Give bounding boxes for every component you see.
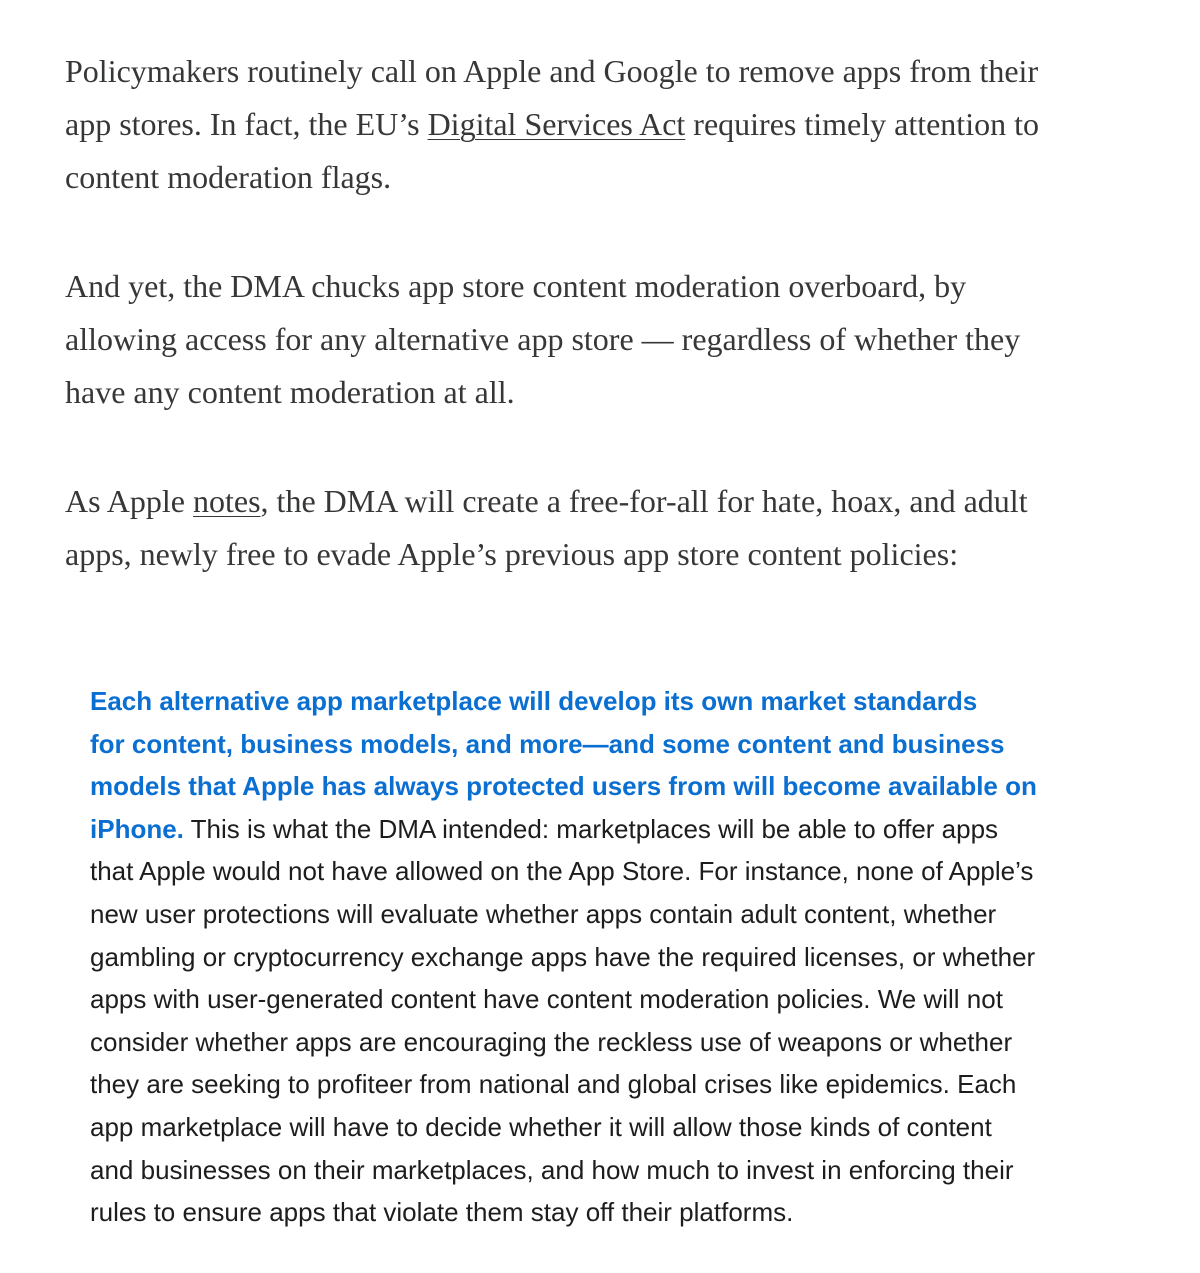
text-line — [90, 765, 1037, 808]
text-segment: As Apple — [65, 483, 193, 519]
paragraph-2 — [65, 260, 1020, 419]
text-line — [90, 723, 1037, 766]
paragraph-1 — [65, 45, 1039, 204]
apple-quote-blockquote — [90, 680, 1037, 1234]
text-line — [65, 366, 1020, 419]
text-segment: , the DMA will create a free-for-all for hate, hoax, and adult — [260, 483, 1028, 519]
text-line — [65, 45, 1039, 98]
text-line — [65, 528, 1028, 581]
highlighted-text: for content, business models, and more—and some content and business — [90, 728, 1005, 759]
text-segment: app stores. In fact, the EU’s — [65, 106, 428, 142]
highlighted-text: Each alternative app marketplace will develop its own market standards — [90, 686, 978, 716]
text-segment: app marketplace will have to decide whether it will allow those kinds of content — [90, 1111, 992, 1142]
text-segment: and businesses on their marketplaces, and how much to invest in enforcing their — [90, 1154, 1014, 1185]
text-line — [90, 893, 1037, 936]
text-segment: apps, newly free to evade Apple’s previous app store content policies: — [65, 536, 959, 572]
text-line — [90, 936, 1037, 979]
text-line — [65, 98, 1039, 151]
text-segment: that Apple would not have allowed on the App Store. For instance, none of Apple’s — [90, 856, 1034, 887]
text-segment: And yet, the DMA chucks app store content moderation overboard, by — [65, 268, 967, 304]
text-segment: consider whether apps are encouraging the reckless use of weapons or whether — [90, 1026, 1013, 1057]
text-line — [90, 1106, 1037, 1149]
paragraph-3 — [65, 475, 1028, 581]
text-segment: apps with user-generated content have content moderation policies. We will not — [90, 984, 1003, 1015]
text-segment: rules to ensure apps that violate them stay off their platforms. — [90, 1197, 794, 1228]
text-line — [90, 1063, 1037, 1106]
text-line — [90, 978, 1037, 1021]
text-line — [65, 313, 1020, 366]
text-line — [90, 850, 1037, 893]
text-segment: gambling or cryptocurrency exchange apps have the required licenses, or whether — [90, 941, 1036, 972]
text-segment: new user protections will evaluate whether apps contain adult content, whether — [90, 898, 997, 929]
text-segment: allowing access for any alternative app store — regardless of whether they — [65, 321, 1021, 357]
text-segment: This is what the DMA intended: marketplaces will be able to offer apps — [183, 813, 999, 844]
text-segment: content moderation flags. — [65, 159, 392, 195]
text-segment: Policymakers routinely call on Apple and Google to remove apps from their — [65, 53, 1039, 89]
text-line — [90, 680, 1037, 723]
text-segment: have any content moderation at all. — [65, 374, 515, 410]
text-line — [90, 1021, 1037, 1064]
text-line — [65, 475, 1028, 528]
text-segment: they are seeking to profiteer from national and global crises like epidemics. Each — [90, 1069, 1017, 1100]
inline-link[interactable]: notes — [193, 483, 261, 519]
text-line — [65, 151, 1039, 204]
text-line — [90, 808, 1037, 851]
highlighted-text: iPhone. — [90, 813, 184, 844]
text-line — [90, 1191, 1037, 1234]
text-line — [65, 260, 1020, 313]
text-segment: requires timely attention to — [685, 106, 1039, 142]
text-line — [90, 1149, 1037, 1192]
inline-link[interactable]: Digital Services Act — [427, 106, 686, 142]
highlighted-text: models that Apple has always protected users from will become available on — [90, 771, 1037, 802]
